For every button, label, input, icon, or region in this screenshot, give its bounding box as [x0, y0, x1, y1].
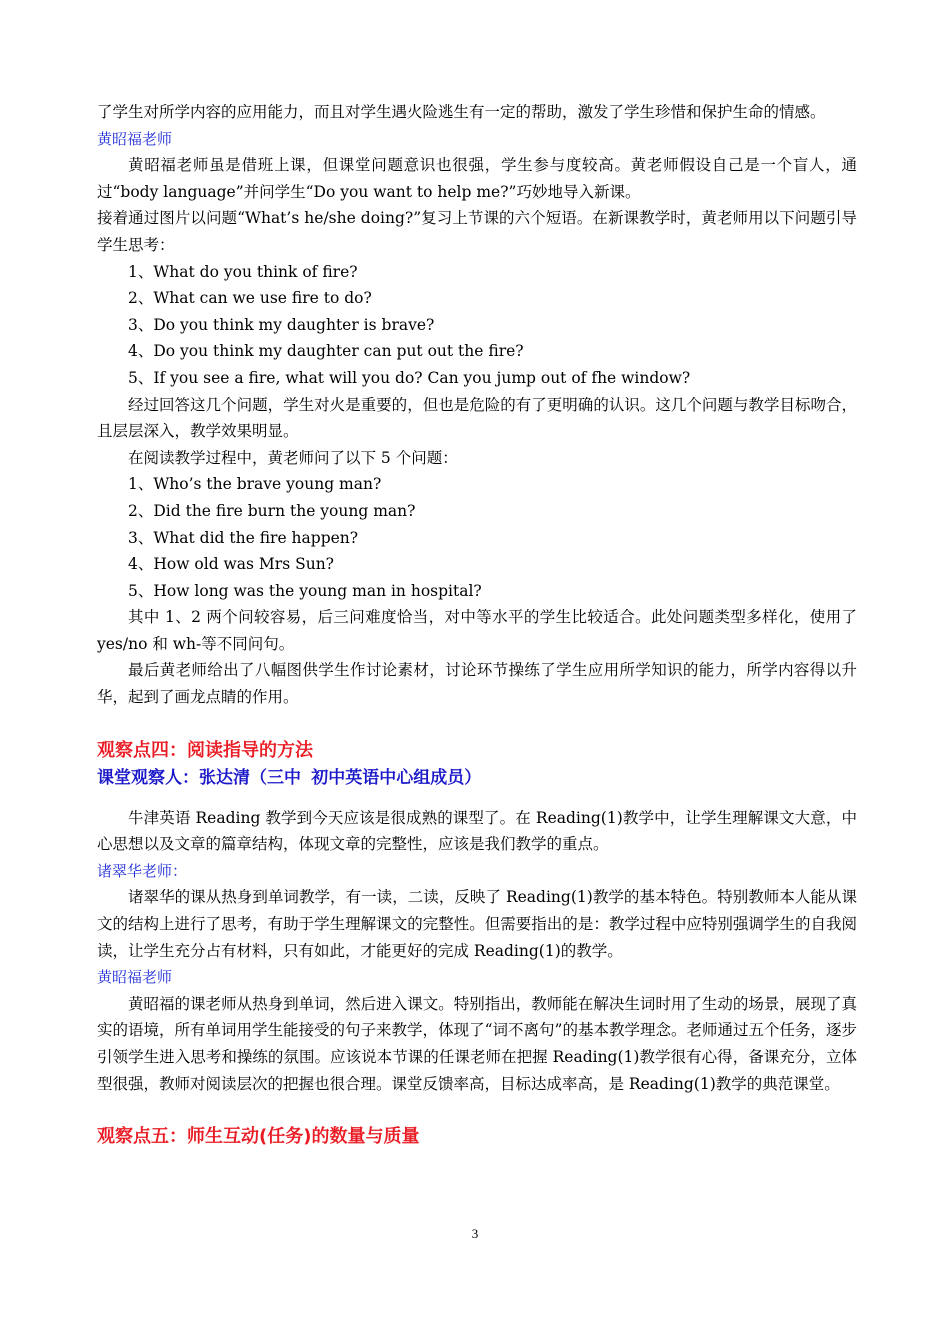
observer-heading: 课堂观察人：张达清（三中 初中英语中心组成员）	[97, 767, 482, 788]
spacer	[97, 1097, 857, 1123]
question-item: 4、How old was Mrs Sun?	[128, 555, 334, 574]
paragraph: 在阅读教学过程中，黄老师问了以下 5 个问题：	[128, 448, 458, 467]
paragraph: 接着通过图片以问题“What’s he/she doing?”复习上节课的六个短语。在新课教学时，黄老师用以下问题引导学生思考：	[97, 209, 857, 254]
paragraph: 其中 1、2 两个问较容易，后三问难度恰当，对中等水平的学生比较适合。此处问题类型多样化，使用了 yes/no 和 wh-等不同问句。	[97, 608, 857, 653]
question-item: 2、Did the fire burn the young man?	[128, 501, 416, 520]
document-page	[97, 99, 857, 1151]
question-item: 5、If you see a fire, what will you do? Can you jump out of fhe window?	[128, 368, 691, 387]
section-heading: 观察点五：师生互动(任务)的数量与质量	[97, 1126, 420, 1148]
paragraph: 最后黄老师给出了八幅图供学生作讨论素材，讨论环节操练了学生应用所学知识的能力，所学内容得以升华，起到了画龙点睛的作用。	[97, 661, 857, 707]
teacher-heading: 黄昭福老师	[97, 129, 173, 148]
spacer	[97, 791, 857, 805]
paragraph: 了学生对所学内容的应用能力，而且对学生遇火险逃生有一定的帮助，激发了学生珍惜和保护生命的情感。	[97, 103, 826, 121]
question-item: 3、Do you think my daughter is brave?	[128, 315, 435, 334]
teacher-heading: 诸翠华老师：	[97, 861, 188, 880]
question-item: 5、How long was the young man in hospital?	[128, 581, 482, 600]
paragraph: 牛津英语 Reading 教学到今天应该是很成熟的课型了。在 Reading(1)教学中，让学生理解课文大意，中心思想以及文章的篇章结构，体现文章的完整性，应该是我们教学的重点。	[97, 808, 857, 854]
page-number: 3	[471, 1226, 479, 1241]
paragraph: 诸翠华的课从热身到单词教学，有一读，二读，反映了 Reading(1)教学的基本特色。特别教师本人能从课文的结构上进行了思考，有助于学生理解课文的完整性。但需要指出的是：教学过程中应特别强调学生的自我阅读，让学生充分占有材料，只有如此，才能更好的完成 Reading(1)的教学。	[97, 888, 857, 960]
spacer	[97, 711, 857, 737]
section-heading: 观察点四：阅读指导的方法	[97, 739, 313, 761]
paragraph: 黄昭福老师虽是借班上课，但课堂问题意识也很强，学生参与度较高。黄老师假设自己是一个盲人，通过“body language”并问学生“Do you want to help me?”巧妙地导入新课。	[97, 156, 857, 201]
question-item: 2、What can we use fire to do?	[128, 289, 372, 308]
question-item: 4、Do you think my daughter can put out the fire?	[128, 342, 524, 361]
question-item: 1、Who’s the brave young man?	[128, 475, 382, 494]
paragraph: 黄昭福的课老师从热身到单词，然后进入课文。特别指出，教师能在解决生词时用了生动的场景，展现了真实的语境，所有单词用学生能接受的句子来教学，体现了“词不离句”的基本教学理念。老师通过五个任务，逐步引领学生进入思考和操练的氛围。应该说本节课的任课老师在把握 Reading(1)教学很有心得，备课充分，立体型很强，教师对阅读层次的把握也很合理。课堂反馈率高，目标达成率高，是 Reading(1)教学的典范课堂。	[97, 994, 857, 1093]
question-item: 3、What did the fire happen?	[128, 528, 359, 547]
paragraph: 经过回答这几个问题，学生对火是重要的，但也是危险的有了更明确的认识。这几个问题与教学目标吻合，且层层深入，教学效果明显。	[97, 395, 857, 441]
teacher-heading: 黄昭福老师	[97, 968, 173, 987]
question-item: 1、What do you think of fire?	[128, 262, 358, 281]
